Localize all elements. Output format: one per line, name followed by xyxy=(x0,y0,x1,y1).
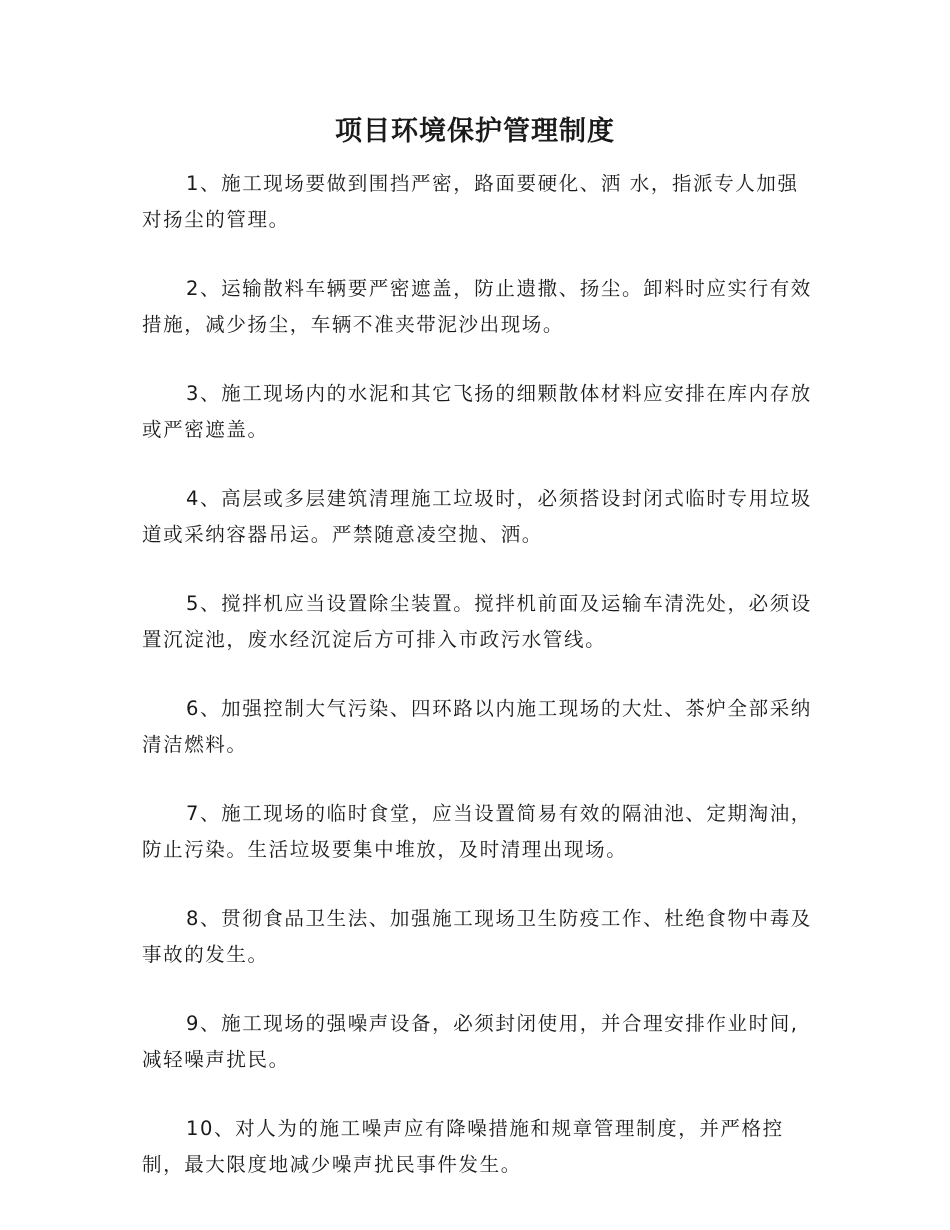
regulation-item-7: 7、施工现场的临时食堂，应当设置简易有效的隔油池、定期淘油， 防止污染。生活垃圾要集中堆放，及时清理出现场。 xyxy=(142,802,812,861)
regulation-item-5: 5、搅拌机应当设置除尘装置。搅拌机前面及运输车清洗处，必须设 置沉淀池，废水经沉淀后方可排入市政污水管线。 xyxy=(142,592,812,651)
regulation-item-1: 1、施工现场要做到围挡严密，路面要硬化、洒 水，指派专人加强对扬尘的管理。 xyxy=(142,172,799,231)
document-title: 项目环境保护管理制度 xyxy=(335,116,615,147)
regulation-item-3: 3、施工现场内的水泥和其它飞扬的细颗散体材料应安排在库内存放或严密遮盖。 xyxy=(142,382,812,441)
regulation-list xyxy=(142,166,812,1216)
regulation-item-8: 8、贯彻食品卫生法、加强施工现场卫生防疫工作、杜绝食物中毒及事故的发生。 xyxy=(142,907,812,966)
regulation-item-10: 10、对人为的施工噪声应有降噪措施和规章管理制度，并严格控制，最大限度地减少噪声扰民事件发生。 xyxy=(142,1117,784,1176)
regulation-item-4: 4、高层或多层建筑清理施工垃圾时，必须搭设封闭式临时专用垃圾道或采纳容器吊运。严禁随意凌空抛、洒。 xyxy=(142,487,812,546)
regulation-item-2: 2、运输散料车辆要严密遮盖，防止遗撒、扬尘。卸料时应实行有效措施，减少扬尘，车辆不准夹带泥沙出现场。 xyxy=(142,277,812,336)
regulation-item-9: 9、施工现场的强噪声设备，必须封闭使用，并合理安排作业时间,减轻噪声扰民。 xyxy=(142,1012,799,1071)
regulation-item-6: 6、加强控制大气污染、四环路以内施工现场的大灶、茶炉全部采纳清洁燃料。 xyxy=(142,697,812,756)
